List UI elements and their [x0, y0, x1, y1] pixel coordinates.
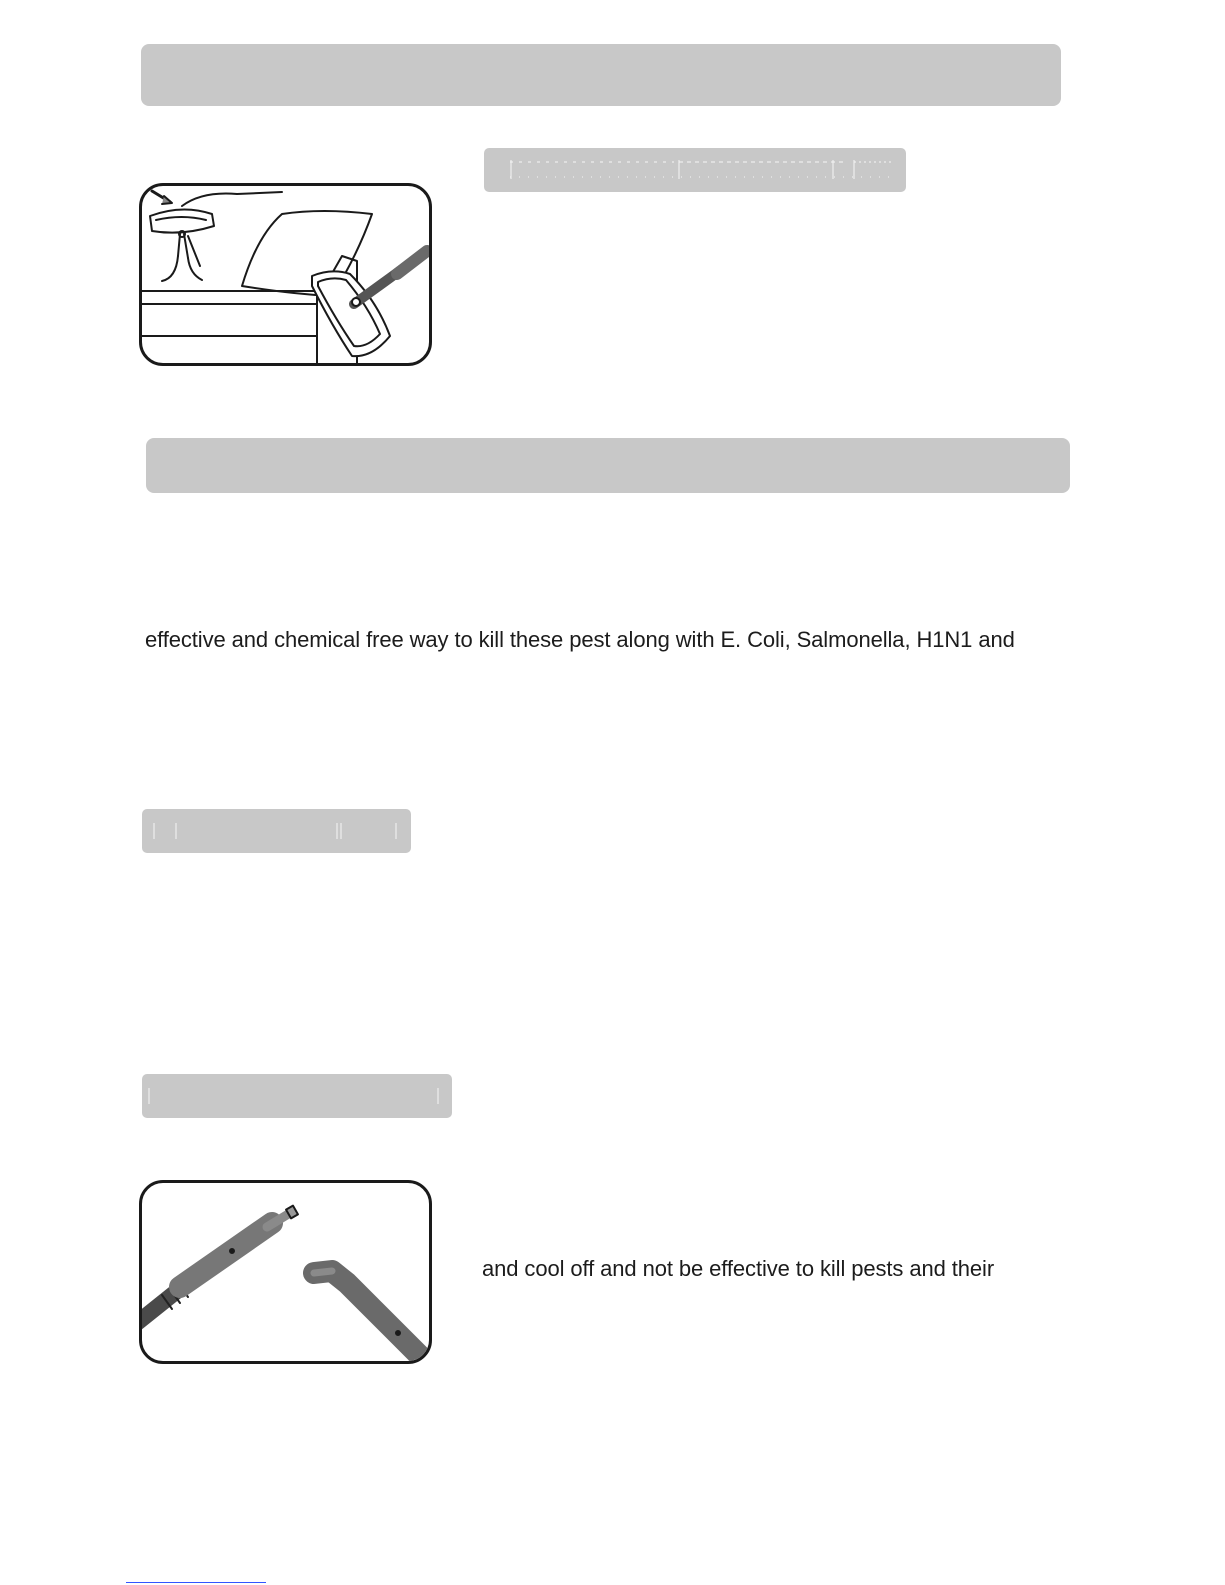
section-header-bar-2 — [146, 438, 1070, 493]
pill-tick-marks — [142, 1074, 452, 1118]
footer-link-rule[interactable] — [126, 1582, 266, 1583]
nozzle-illustration — [139, 1180, 432, 1364]
steam-pad-illustration — [139, 183, 432, 366]
subheading-pill-1 — [484, 148, 906, 192]
body-text-line-1: effective and chemical free way to kill these pest along with E. Coli, Salmonella, H1N1 and — [145, 627, 1015, 652]
section-header-bar-1 — [141, 44, 1061, 106]
pill-tick-marks — [142, 809, 411, 853]
subheading-pill-2 — [142, 809, 411, 853]
subheading-pill-3 — [142, 1074, 452, 1118]
mattress-steam-icon — [142, 186, 432, 366]
body-text-line-2: and cool off and not be effective to kill pests and their — [482, 1256, 995, 1281]
pill-tick-marks — [484, 148, 906, 192]
steam-nozzle-icon — [142, 1183, 432, 1364]
